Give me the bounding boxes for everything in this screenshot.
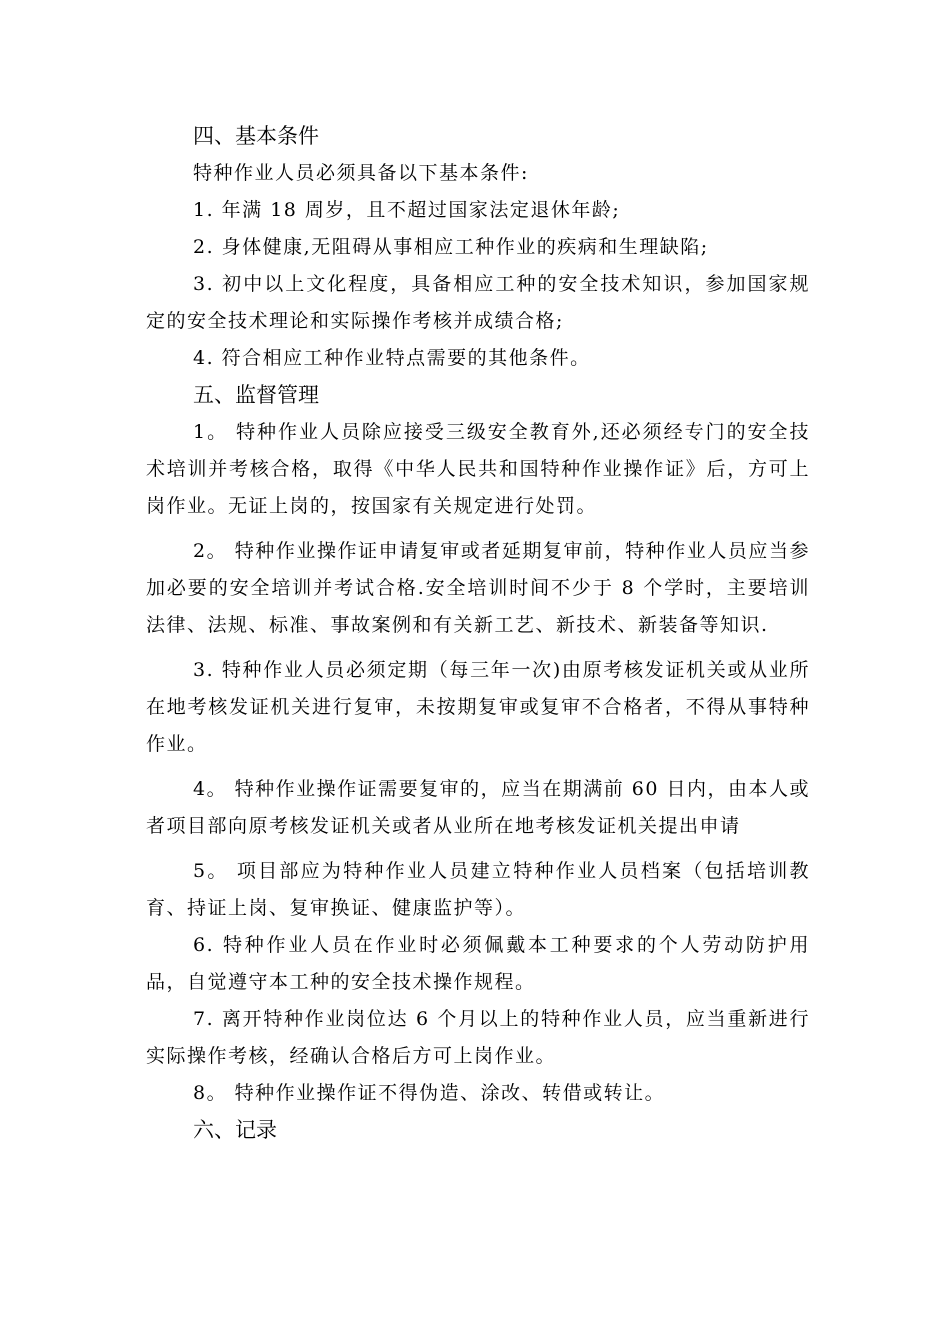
condition-item-4: 4. 符合相应工种作业特点需要的其他条件。: [193, 347, 591, 369]
supervision-item-1: 1。 特种作业人员除应接受三级安全教育外,还必须经专门的安全技术培训并考核合格，取得《中华人民共和国特种作业操作证》后，方可上岗作业。无证上岗的，按国家有关规定进行处罚。: [146, 421, 810, 517]
supervision-item-6: 6. 特种作业人员在作业时必须佩戴本工种要求的个人劳动防护用品，自觉遵守本工种的安全技术操作规程。: [146, 934, 810, 993]
section-intro: 特种作业人员必须具备以下基本条件:: [193, 162, 529, 184]
supervision-item-8: 8。 特种作业操作证不得伪造、涂改、转借或转让。: [193, 1082, 666, 1104]
supervision-item-7: 7. 离开特种作业岗位达 6 个月以上的特种作业人员，应当重新进行实际操作考核，经确认合格后方可上岗作业。: [146, 1008, 810, 1067]
section-heading-records: 六、记录: [193, 1118, 277, 1142]
condition-item-1: 1. 年满 18 周岁，且不超过国家法定退休年龄;: [193, 199, 621, 221]
section-heading-supervision: 五、监督管理: [193, 383, 319, 407]
condition-item-2: 2. 身体健康,无阻碍从事相应工种作业的疾病和生理缺陷;: [193, 236, 709, 258]
supervision-item-3: 3. 特种作业人员必须定期（每三年一次)由原考核发证机关或从业所在地考核发证机关进行复审，未按期复审或复审不合格者，不得从事特种作业。: [146, 659, 810, 755]
supervision-item-4: 4。 特种作业操作证需要复审的，应当在期满前 60 日内，由本人或者项目部向原考核发证机关或者从业所在地考核发证机关提出申请: [146, 778, 810, 837]
condition-item-3: 3. 初中以上文化程度，具备相应工种的安全技术知识，参加国家规定的安全技术理论和实际操作考核并成绩合格;: [146, 273, 810, 332]
document-body: [146, 118, 810, 1149]
supervision-item-5: 5。 项目部应为特种作业人员建立特种作业人员档案（包括培训教育、持证上岗、复审换证、健康监护等）。: [146, 860, 810, 919]
section-heading-basic-conditions: 四、基本条件: [193, 124, 319, 148]
supervision-item-2: 2。 特种作业操作证申请复审或者延期复审前，特种作业人员应当参加必要的安全培训并考试合格.安全培训时间不少于 8 个学时，主要培训法律、法规、标准、事故案例和有关新工艺、新技术、新装备等知识.: [146, 540, 810, 636]
